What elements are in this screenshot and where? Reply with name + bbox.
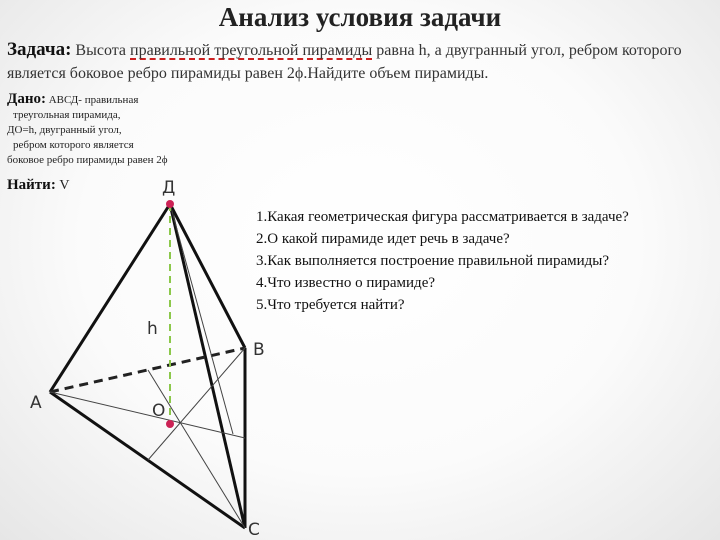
given-line-2: треугольная пирамида, — [13, 109, 121, 121]
center-point — [166, 420, 174, 428]
task-text-underlined: правильной треугольной пирамиды — [130, 42, 373, 59]
label-a: А — [30, 393, 42, 413]
question-item: 1.Какая геометрическая фигура рассматривается в задаче? — [256, 209, 629, 225]
label-center: О — [152, 401, 166, 421]
label-apex: Д — [162, 178, 176, 198]
pyramid-edges — [50, 204, 245, 528]
given-line-4: ребром которого является — [13, 139, 134, 151]
task-text-end: равна h, а двугранный угол, ребром которого является боковое ребро пирамиды равен 2ϕ.Найдите объем пирамиды. — [7, 42, 682, 82]
task-text-start: Высота — [75, 42, 131, 59]
given-line-5: боковое ребро пирамиды равен 2ϕ — [7, 154, 168, 166]
given-label: Дано: — [7, 91, 46, 107]
apex-line — [170, 204, 233, 434]
label-c: С — [248, 520, 260, 540]
find-value: V — [55, 178, 70, 193]
label-b: В — [253, 340, 265, 360]
edge-dc — [170, 204, 245, 528]
question-item: 2.О какой пирамиде идет речь в задаче? — [256, 231, 510, 247]
task-label: Задача: — [7, 39, 72, 60]
edge-da — [50, 204, 170, 392]
construction-lines — [50, 204, 245, 528]
edge-ac — [50, 392, 245, 528]
find-label: Найти: — [7, 177, 56, 193]
question-item: 3.Как выполняется построение правильной пирамиды? — [256, 253, 609, 269]
given-line-3: ДО=h, двугранный угол, — [7, 124, 122, 136]
apex-point — [166, 200, 174, 208]
question-item: 5.Что требуется найти? — [256, 297, 405, 313]
page-title: Анализ условия задачи — [218, 2, 502, 32]
given-line-1: АВСД- правильная — [45, 94, 139, 106]
label-height: h — [147, 319, 158, 339]
median-c — [148, 370, 245, 528]
question-item: 4.Что известно о пирамиде? — [256, 275, 436, 291]
edge-db — [170, 204, 245, 348]
